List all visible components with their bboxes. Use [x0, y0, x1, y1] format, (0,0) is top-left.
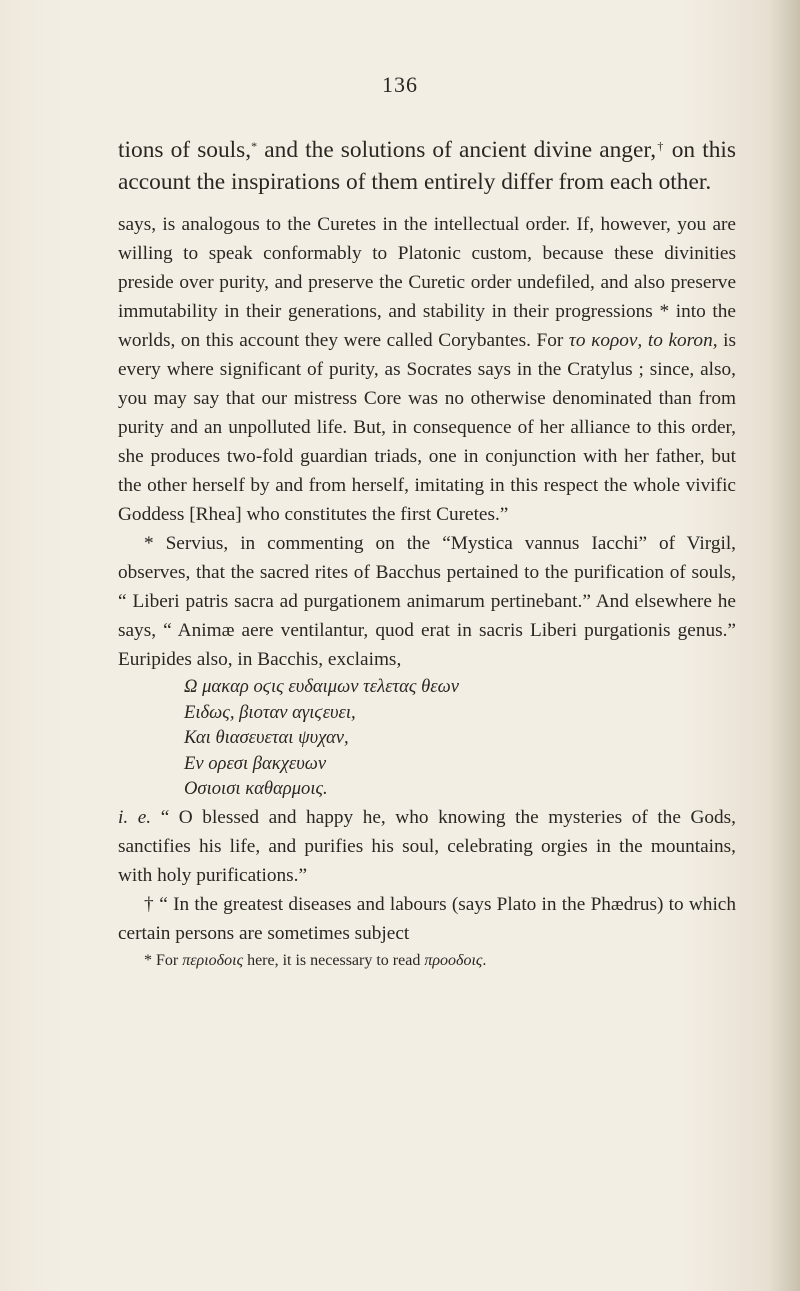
translation-text: “ O blessed and happy he, who knowing the mysteries of the Gods, sanctifies his life, and purifies his soul, celebrating orgies in the mountains, with holy purifications.” [118, 806, 736, 886]
greek-verse-line-3: Και θιασευεται ψυχαν, [184, 727, 349, 748]
note-plato [118, 890, 736, 948]
translation-ie: i. e. [118, 806, 152, 828]
greek-phrase: το κορον, [568, 330, 643, 351]
bottom-footnote [144, 950, 736, 972]
note-plato-mark: † [144, 893, 155, 915]
lead-text-1: tions of souls, [118, 137, 252, 163]
page-number: 136 [382, 72, 418, 97]
bottom-footnote-mark: * [144, 951, 152, 969]
lead-paragraph [118, 134, 736, 198]
lead-text-2: and the solutions of ancient divine anger, [257, 137, 657, 163]
bottom-footnote-text-3: . [482, 951, 487, 969]
transliterated-phrase: to koron, [647, 330, 718, 351]
footnote-mark-asterisk: * [251, 139, 258, 153]
note-plato-text: “ In the greatest diseases and labours (says Plato in the Phædrus) to which certain persons are sometimes subject [118, 893, 737, 944]
greek-verse-line-5: Οσιοισι καθαρμοις. [184, 778, 328, 799]
paragraph-text-4: is every where significant of purity, as Socrates says in the Cratylus ; since, also, you may say that our mistress Core was no otherwise denominated than from purity and an unpolluted life. But, in consequence of her alliance to this order, she produces two-fold guardian triads, one in conjunction with her father, but the other herself by and from herself, imitating in this respect the whole vivific Goddess [Rhea] who constitutes the first Curetes.” [118, 330, 736, 525]
lead-text-3: on this account the inspirations of them entirely differ from each other. [118, 137, 736, 195]
paragraph-text-2: into the worlds, on this account they were called Corybantes. For [118, 301, 736, 351]
note-servius [118, 529, 736, 674]
greek-verse-line-2: Ειδως, βιοταν αγιϛευει, [184, 701, 356, 723]
greek-verse-line-1: Ω μακαρ οϛις ευδαιμων τελετας θεων [184, 676, 459, 697]
greek-verse-block [184, 674, 736, 802]
greek-verse-line-4: Εν ορεσι βακχευων [184, 752, 327, 774]
footnote-mark-dagger: † [656, 139, 665, 153]
bottom-footnote-text-1: For [152, 951, 183, 969]
note-servius-mark: * [144, 533, 154, 554]
note-servius-text: Servius, in commenting on the “Mystica vannus Iacchi” of Virgil, observes, that the sacred rites of Bacchus pertained to the purification of souls, “ Liberi patris sacra ad purgationem animarum pertinebant.” And elsewhere he says, “ Animæ aere ventilantur, quod erat in sacris Liberi purgationis genus.” Euripides also, in Bacchis, exclaims, [118, 533, 736, 670]
bottom-footnote-greek-1: περιοδοις [182, 951, 244, 969]
paragraph-footnote-mark: * [659, 301, 670, 322]
paragraph-text-1: says, is analogous to the Curetes in the intellectual order. If, however, you are willing to speak conformably to Platonic custom, because these divinities preside over purity, and preserve the Curetic order undefiled, and also preserve immutability in their generations, and stability in their progressions [118, 214, 736, 322]
verse-translation [118, 803, 736, 890]
bottom-footnote-greek-2: προοδοις [424, 951, 483, 969]
page-content [118, 134, 736, 972]
footnote-continuation-paragraph [118, 210, 736, 529]
bottom-footnote-text-2: here, it is necessary to read [243, 951, 425, 969]
